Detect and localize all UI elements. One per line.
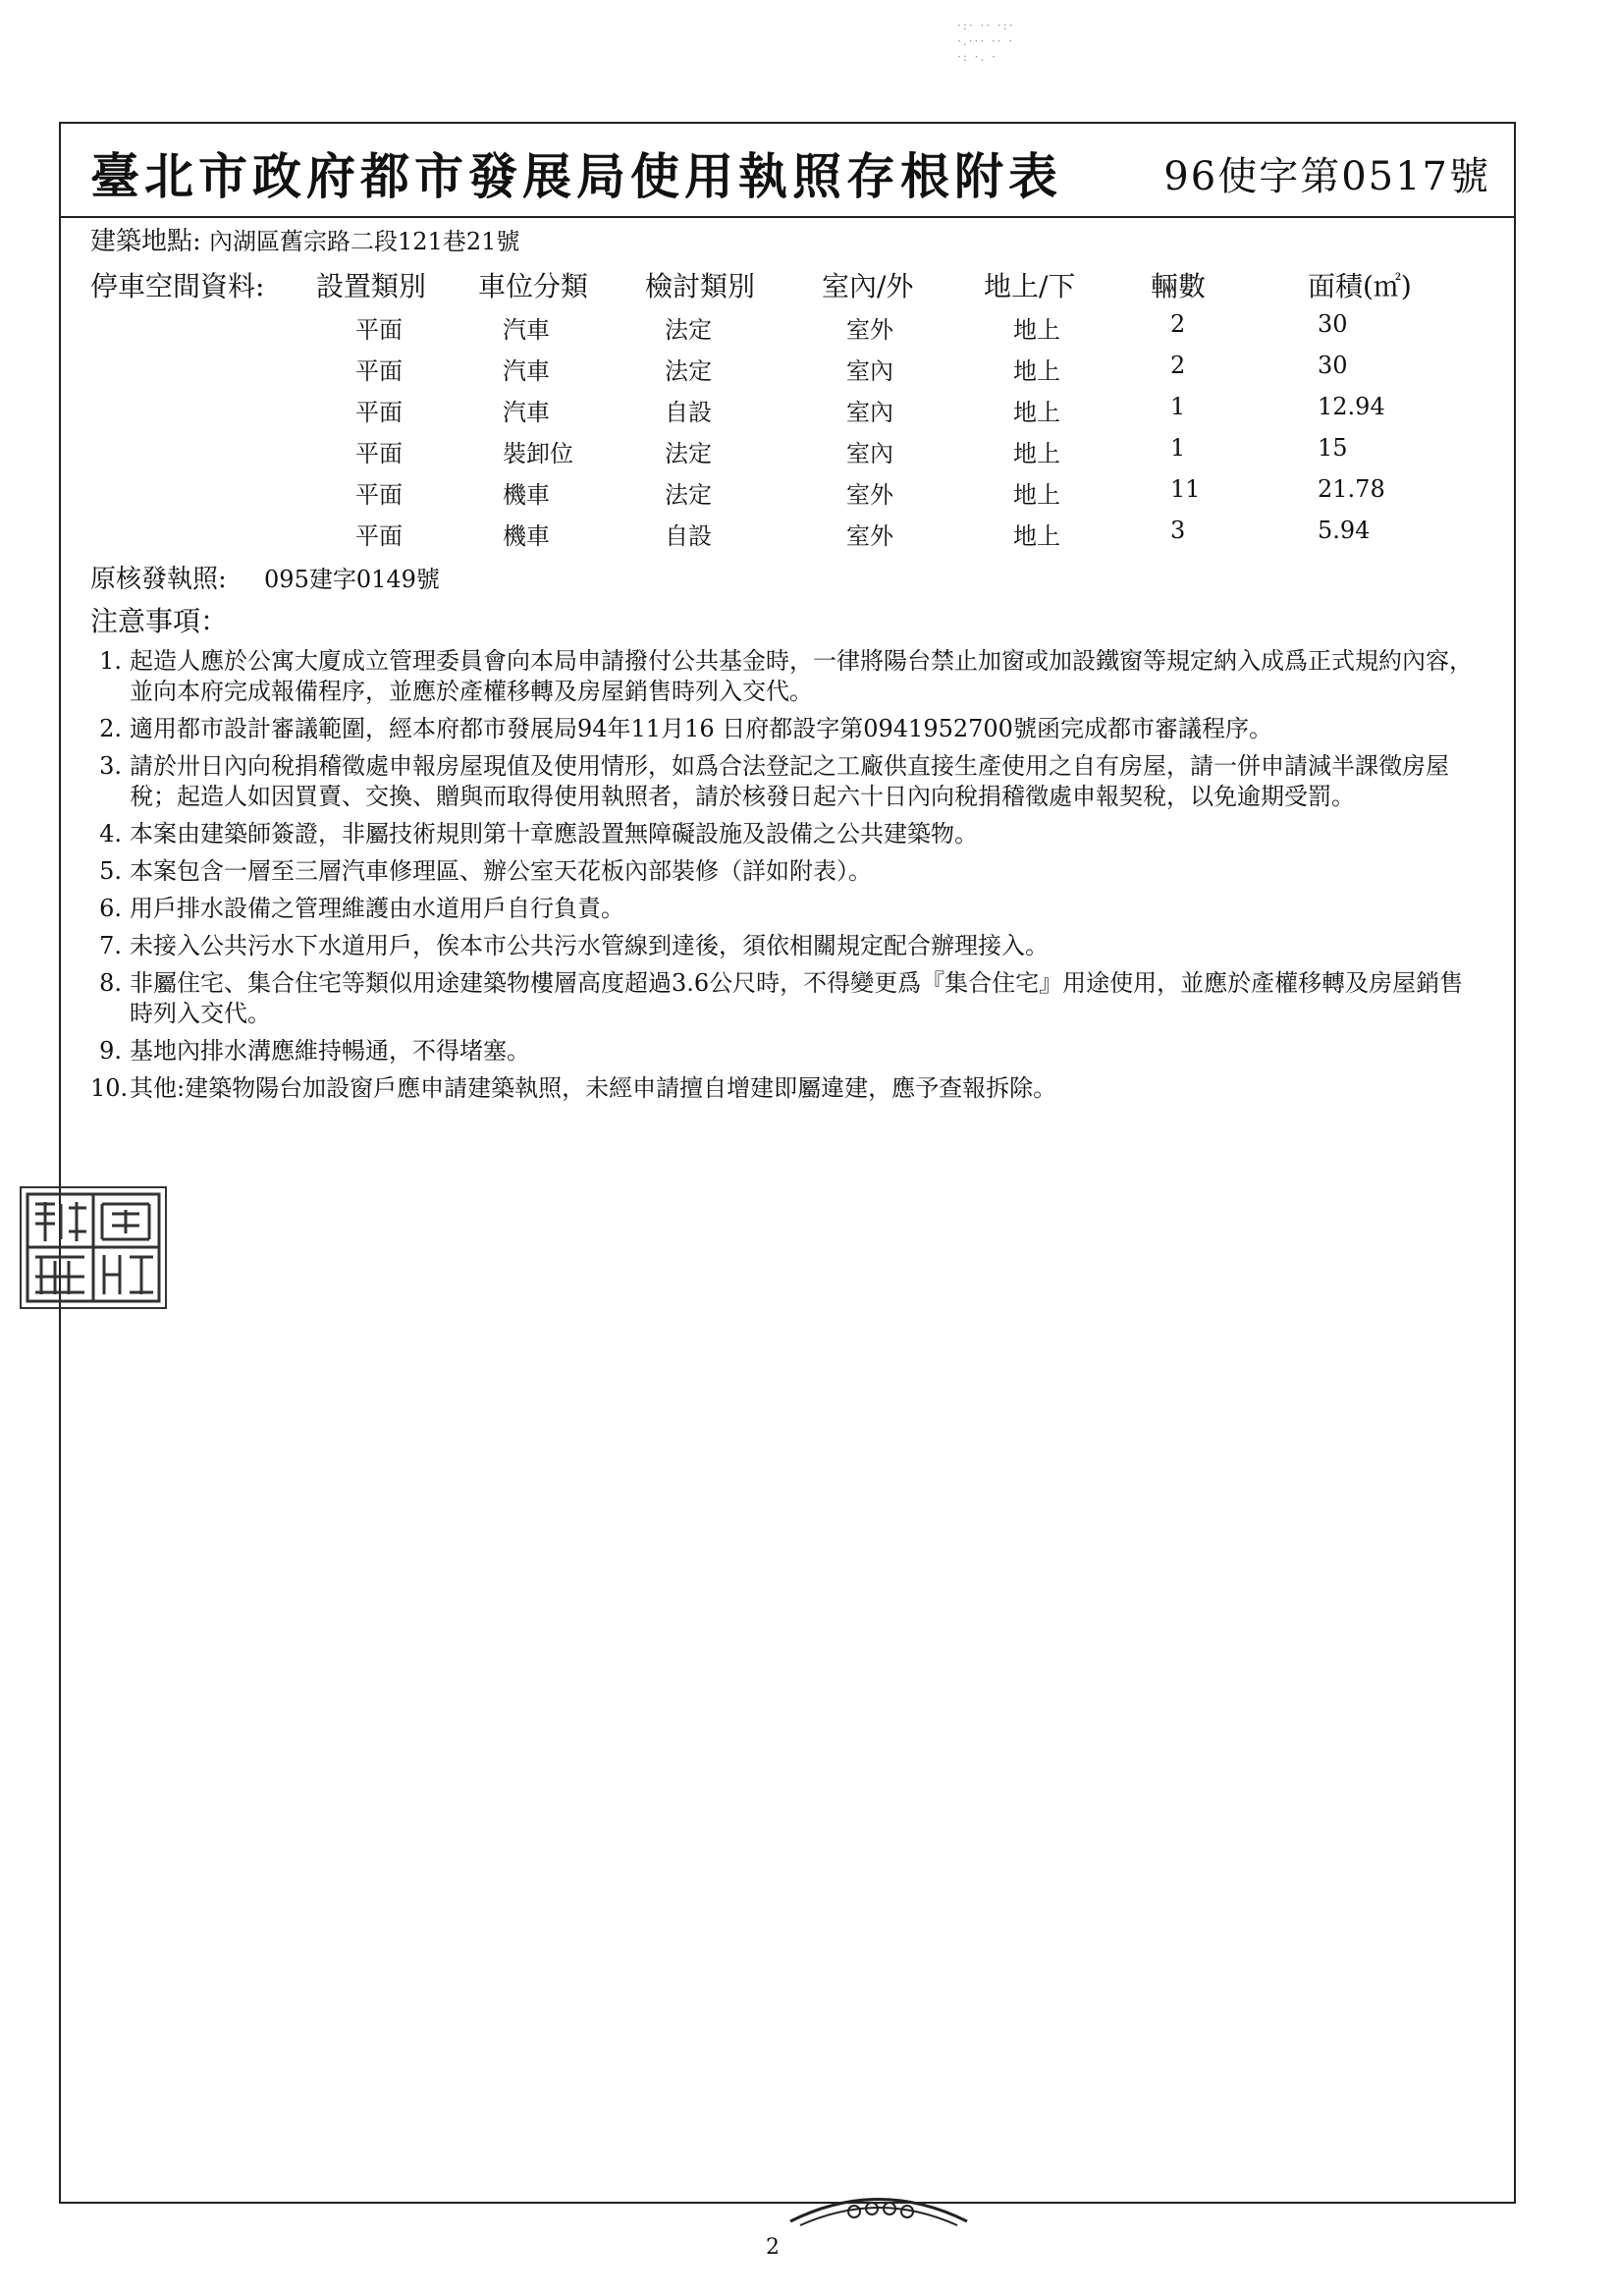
site-label: 建築地點:	[90, 227, 201, 256]
cell-area: 30	[1318, 352, 1348, 379]
scan-noise: ·:· ·· ·:· ·.··· ·· · ·: ·. ·	[957, 19, 1015, 64]
note-number: 6.	[99, 895, 122, 922]
note-number: 5.	[99, 857, 122, 885]
notes-list	[90, 646, 1494, 1104]
cell-count: 1	[1170, 393, 1186, 420]
cell-io: 室外	[846, 481, 893, 509]
column-header: 輛數	[1151, 270, 1207, 302]
permit-number: 96使字第0517號	[1163, 154, 1490, 199]
note-text: 本案由建築師簽證，非屬技術規則第十章應設置無障礙設施及設備之公共建築物。	[130, 820, 978, 847]
note-item	[90, 819, 1484, 849]
note-number: 8.	[99, 969, 122, 997]
document-frame	[59, 122, 1516, 2204]
cell-level: 地上	[1013, 357, 1060, 385]
partial-seal	[785, 2182, 972, 2241]
note-number: 3.	[99, 752, 122, 780]
cell-area: 5.94	[1318, 517, 1371, 544]
note-text: 基地內排水溝應維持暢通，不得堵塞。	[130, 1037, 530, 1065]
cell-type: 平面	[355, 399, 403, 426]
cell-count: 2	[1170, 310, 1186, 338]
cell-class: 汽車	[503, 316, 550, 344]
note-number: 2.	[99, 715, 122, 742]
cell-check: 法定	[665, 357, 712, 385]
original-permit-value: 095建字0149號	[264, 566, 440, 593]
cell-count: 2	[1170, 352, 1186, 379]
cell-area: 30	[1318, 310, 1348, 338]
note-text: 未接入公共污水下水道用戶，俟本市公共污水管線到達後，須依相關規定配合辦理接入。	[130, 932, 1049, 959]
note-number: 7.	[99, 932, 122, 959]
note-number: 4.	[99, 820, 122, 847]
title-bar	[61, 124, 1514, 218]
seal-graphic	[785, 2182, 972, 2241]
note-text: 請於卅日內向稅捐稽徵處申報房屋現值及使用情形，如爲合法登記之工廠供直接生產使用之自有房屋，請一併申請減半課徵房屋稅；起造人如因買賣、交換、贈與而取得使用執照者，請於核發日起六十日內向稅捐稽徵處申報契稅，以免逾期受罰。	[130, 752, 1449, 810]
site-address	[90, 222, 1494, 261]
table-row	[90, 428, 1494, 469]
cell-check: 法定	[665, 316, 712, 344]
cell-type: 平面	[355, 440, 403, 467]
note-item	[90, 968, 1484, 1029]
table-row	[90, 511, 1494, 552]
table-row	[90, 304, 1494, 346]
note-text: 非屬住宅、集合住宅等類似用途建築物樓層高度超過3.6公尺時，不得變更爲『集合住宅』用途使用，並應於產權移轉及房屋銷售時列入交代。	[130, 969, 1464, 1027]
table-row	[90, 346, 1494, 387]
parking-header	[90, 263, 1494, 304]
parking-table	[90, 304, 1494, 552]
cell-type: 平面	[355, 357, 403, 385]
column-header: 設置類別	[316, 270, 427, 302]
cell-check: 法定	[665, 440, 712, 467]
cell-check: 自設	[665, 399, 712, 426]
notes-title: 注意事項：	[90, 605, 229, 637]
cell-area: 15	[1318, 434, 1348, 462]
cell-check: 法定	[665, 481, 712, 509]
note-item	[90, 894, 1484, 924]
stamp-graphic	[22, 1188, 165, 1307]
note-text: 其他:建築物陽台加設窗戶應申請建築執照，未經申請擅自增建即屬違建，應予查報拆除。	[130, 1074, 1057, 1102]
cell-count: 3	[1170, 517, 1186, 544]
cell-type: 平面	[355, 316, 403, 344]
cell-class: 裝卸位	[503, 440, 573, 467]
cell-io: 室外	[846, 316, 893, 344]
cell-level: 地上	[1013, 522, 1060, 550]
document-body	[90, 222, 1494, 1111]
original-permit-label: 原核發執照:	[90, 565, 227, 594]
note-text: 用戶排水設備之管理維護由水道用戶自行負責。	[130, 895, 624, 922]
note-text: 起造人應於公寓大廈成立管理委員會向本局申請撥付公共基金時，一律將陽台禁止加窗或加設鐵窗等規定納入成爲正式規約內容，並向本府完成報備程序，並應於產權移轉及房屋銷售時列入交代。	[130, 647, 1473, 705]
cell-count: 11	[1170, 475, 1201, 503]
cell-io: 室內	[846, 440, 893, 467]
page-number: 2	[766, 2235, 780, 2260]
note-item	[90, 1036, 1484, 1066]
note-item	[90, 646, 1484, 707]
cell-io: 室外	[846, 522, 893, 550]
note-item	[90, 1073, 1484, 1104]
cell-class: 汽車	[503, 399, 550, 426]
note-item	[90, 714, 1484, 744]
cell-io: 室內	[846, 399, 893, 426]
site-value: 內湖區舊宗路二段121巷21號	[209, 228, 520, 255]
column-header: 地上/下	[984, 270, 1076, 302]
cell-area: 12.94	[1318, 393, 1385, 420]
parking-label: 停車空間資料:	[90, 270, 265, 302]
cell-class: 機車	[503, 481, 550, 509]
table-row	[90, 387, 1494, 428]
cell-level: 地上	[1013, 481, 1060, 509]
note-number: 1.	[99, 647, 122, 675]
original-permit	[90, 560, 1494, 599]
cell-type: 平面	[355, 481, 403, 509]
note-item	[90, 856, 1484, 887]
cell-area: 21.78	[1318, 475, 1385, 503]
column-header: 車位分類	[478, 270, 589, 302]
column-header: 面積(㎡)	[1308, 270, 1412, 302]
cell-type: 平面	[355, 522, 403, 550]
note-number: 9.	[99, 1037, 122, 1065]
cell-check: 自設	[665, 522, 712, 550]
table-row	[90, 469, 1494, 511]
cell-level: 地上	[1013, 316, 1060, 344]
cell-level: 地上	[1013, 440, 1060, 467]
note-item	[90, 931, 1484, 961]
document-title: 臺北市政府都市發展局使用執照存根附表	[90, 147, 1062, 205]
cell-class: 機車	[503, 522, 550, 550]
note-number: 10.	[90, 1074, 129, 1102]
note-text: 本案包含一層至三層汽車修理區、辦公室天花板內部裝修（詳如附表）。	[130, 857, 872, 885]
cell-count: 1	[1170, 434, 1186, 462]
cell-class: 汽車	[503, 357, 550, 385]
note-text: 適用都市設計審議範圍，經本府都市發展局94年11月16 日府都設字第0941952700號函完成都市審議程序。	[130, 715, 1272, 742]
official-stamp	[20, 1186, 167, 1309]
column-header: 室內/外	[822, 270, 914, 302]
note-item	[90, 751, 1484, 812]
column-header: 檢討類別	[645, 270, 756, 302]
cell-level: 地上	[1013, 399, 1060, 426]
cell-io: 室內	[846, 357, 893, 385]
